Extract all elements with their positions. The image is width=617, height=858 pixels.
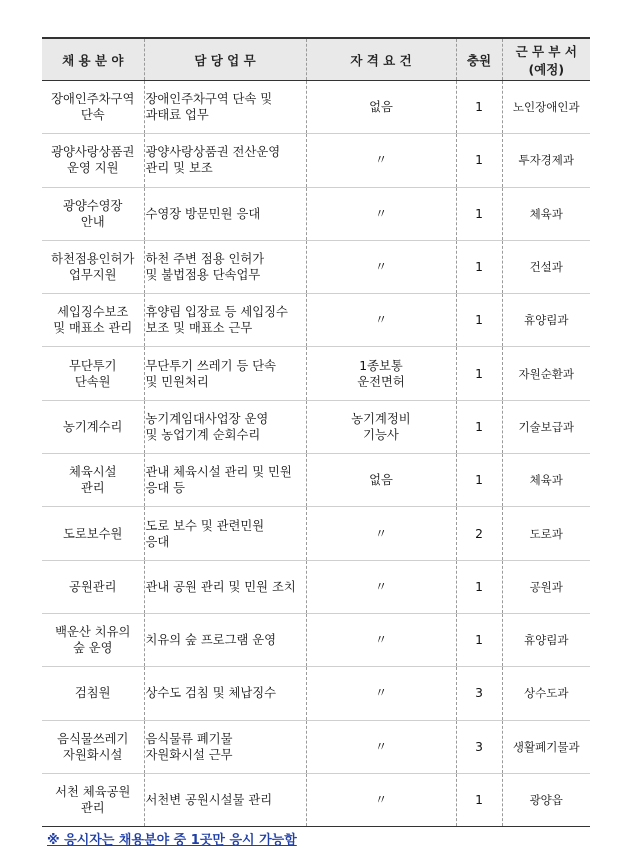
table-header — [42, 38, 590, 81]
cell-count: 1 — [456, 613, 502, 666]
cell-qualification: 〃 — [306, 134, 456, 187]
table-row — [42, 347, 590, 400]
cell-dept: 투자경제과 — [502, 134, 590, 187]
table-row — [42, 454, 590, 507]
cell-field: 서천 체육공원 관리 — [42, 773, 144, 826]
cell-field: 장애인주차구역 단속 — [42, 81, 144, 134]
table-row — [42, 720, 590, 773]
cell-duty: 서천변 공원시설물 관리 — [144, 773, 306, 826]
cell-duty: 하천 주변 점용 인허가 및 불법점용 단속업무 — [144, 240, 306, 293]
cell-dept: 생활폐기물과 — [502, 720, 590, 773]
cell-field: 광양사랑상품권 운영 지원 — [42, 134, 144, 187]
header-row — [42, 38, 590, 81]
header-count: 충원 — [456, 38, 502, 81]
cell-qualification: 농기계정비 기능사 — [306, 400, 456, 453]
cell-count: 1 — [456, 454, 502, 507]
table-row — [42, 187, 590, 240]
cell-dept: 자원순환과 — [502, 347, 590, 400]
cell-qualification: 〃 — [306, 613, 456, 666]
cell-field: 광양수영장 안내 — [42, 187, 144, 240]
table-row — [42, 294, 590, 347]
table-row — [42, 613, 590, 666]
cell-count: 1 — [456, 400, 502, 453]
cell-duty: 수영장 방문민원 응대 — [144, 187, 306, 240]
cell-count: 1 — [456, 347, 502, 400]
table-row — [42, 240, 590, 293]
cell-dept: 도로과 — [502, 507, 590, 560]
cell-qualification: 〃 — [306, 560, 456, 613]
cell-duty: 휴양림 입장료 등 세입징수 보조 및 매표소 근무 — [144, 294, 306, 347]
table-row — [42, 507, 590, 560]
cell-qualification: 1종보통 운전면허 — [306, 347, 456, 400]
cell-count: 1 — [456, 187, 502, 240]
cell-duty: 광양사랑상품권 전산운영 관리 및 보조 — [144, 134, 306, 187]
cell-dept: 체육과 — [502, 454, 590, 507]
cell-qualification: 〃 — [306, 240, 456, 293]
cell-dept: 체육과 — [502, 187, 590, 240]
cell-dept: 상수도과 — [502, 667, 590, 720]
cell-field: 무단투기 단속원 — [42, 347, 144, 400]
cell-duty: 음식물류 폐기물 자원화시설 근무 — [144, 720, 306, 773]
cell-dept: 공원과 — [502, 560, 590, 613]
cell-field: 세입징수보조 및 매표소 관리 — [42, 294, 144, 347]
cell-duty: 치유의 숲 프로그램 운영 — [144, 613, 306, 666]
cell-dept: 노인장애인과 — [502, 81, 590, 134]
header-duty: 담 당 업 무 — [144, 38, 306, 81]
cell-count: 1 — [456, 773, 502, 826]
cell-field: 검침원 — [42, 667, 144, 720]
cell-count: 1 — [456, 240, 502, 293]
cell-qualification: 〃 — [306, 187, 456, 240]
recruitment-table — [42, 37, 590, 827]
cell-count: 1 — [456, 294, 502, 347]
cell-count: 1 — [456, 134, 502, 187]
cell-qualification: 〃 — [306, 507, 456, 560]
cell-duty: 도로 보수 및 관련민원 응대 — [144, 507, 306, 560]
cell-duty: 관내 공원 관리 및 민원 조치 — [144, 560, 306, 613]
cell-dept: 기술보급과 — [502, 400, 590, 453]
cell-qualification: 〃 — [306, 720, 456, 773]
cell-count: 1 — [456, 560, 502, 613]
cell-field: 하천점용인허가 업무지원 — [42, 240, 144, 293]
cell-qualification: 〃 — [306, 294, 456, 347]
cell-duty: 무단투기 쓰레기 등 단속 및 민원처리 — [144, 347, 306, 400]
cell-dept: 휴양림과 — [502, 613, 590, 666]
table-row — [42, 773, 590, 826]
table-row — [42, 81, 590, 134]
cell-dept: 휴양림과 — [502, 294, 590, 347]
cell-duty: 관내 체육시설 관리 및 민원 응대 등 — [144, 454, 306, 507]
cell-dept: 광양읍 — [502, 773, 590, 826]
header-dept: 근 무 부 서 (예정) — [502, 38, 590, 81]
cell-duty: 농기계임대사업장 운영 및 농업기계 순회수리 — [144, 400, 306, 453]
cell-qualification: 〃 — [306, 773, 456, 826]
cell-qualification: 없음 — [306, 454, 456, 507]
cell-count: 1 — [456, 81, 502, 134]
application-note: ※ 응시자는 채용분야 중 1곳만 응시 가능함 — [47, 833, 297, 848]
cell-duty: 장애인주차구역 단속 및 과태료 업무 — [144, 81, 306, 134]
cell-field: 도로보수원 — [42, 507, 144, 560]
table-row — [42, 134, 590, 187]
table-row — [42, 560, 590, 613]
cell-field: 음식물쓰레기 자원화시설 — [42, 720, 144, 773]
cell-field: 체육시설 관리 — [42, 454, 144, 507]
cell-count: 2 — [456, 507, 502, 560]
cell-field: 백운산 치유의 숲 운영 — [42, 613, 144, 666]
cell-dept: 건설과 — [502, 240, 590, 293]
cell-qualification: 〃 — [306, 667, 456, 720]
header-qualification: 자 격 요 건 — [306, 38, 456, 81]
table-row — [42, 400, 590, 453]
cell-duty: 상수도 검침 및 체납징수 — [144, 667, 306, 720]
cell-count: 3 — [456, 720, 502, 773]
table-row — [42, 667, 590, 720]
header-field: 채 용 분 야 — [42, 38, 144, 81]
cell-count: 3 — [456, 667, 502, 720]
cell-field: 공원관리 — [42, 560, 144, 613]
cell-field: 농기계수리 — [42, 400, 144, 453]
table-body — [42, 81, 590, 827]
cell-qualification: 없음 — [306, 81, 456, 134]
